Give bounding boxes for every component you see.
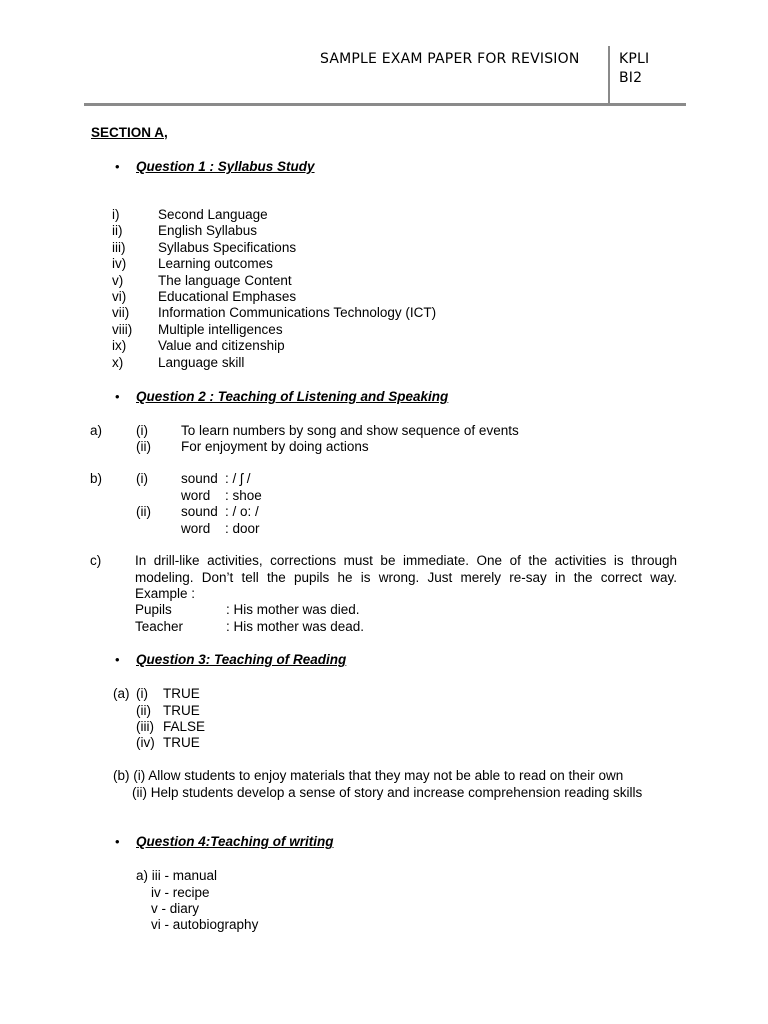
q1-item-num: v) — [112, 273, 124, 288]
q1-item-text: Second Language — [158, 207, 268, 222]
q2-b-label: b) — [90, 471, 103, 486]
header-horizontal-rule — [84, 103, 686, 106]
q3-a-item-num: (i) — [136, 686, 148, 701]
q2-b-ii-sound-label: sound — [181, 504, 218, 519]
q3-a-item-text: TRUE — [163, 686, 200, 701]
section-title: SECTION A, — [91, 125, 168, 140]
q1-item-num: ii) — [112, 223, 123, 238]
q1-item-text: The language Content — [158, 273, 292, 288]
q2-c-line1: In drill-like activities, corrections must be immediate. One of the activities is through — [135, 553, 677, 568]
q2-c-label: c) — [90, 553, 102, 568]
q2-b-i-num: (i) — [136, 471, 148, 486]
q3-a-label: (a) — [113, 686, 130, 701]
q1-title: Question 1 : Syllabus Study — [136, 159, 315, 174]
q1-item-num: x) — [112, 355, 124, 370]
q2-b-ii-word-label: word — [181, 521, 211, 536]
q3-a-item-text: TRUE — [163, 735, 200, 750]
q1-item-num: vii) — [112, 305, 130, 320]
q1-item-text: Value and citizenship — [158, 338, 285, 353]
q2-b-ii-sound-value: : / o: / — [225, 504, 259, 519]
q1-item-text: Language skill — [158, 355, 245, 370]
header-code-line1: KPLI — [619, 51, 650, 67]
header-title: SAMPLE EXAM PAPER FOR REVISION — [320, 51, 580, 67]
bullet-q3: • — [115, 652, 120, 667]
q2-b-ii-word-value: : door — [225, 521, 260, 536]
bullet-q4: • — [115, 834, 120, 849]
q1-item-text: Learning outcomes — [158, 256, 273, 271]
q2-b-i-word-value: : shoe — [225, 488, 262, 503]
q3-b-line2: (ii) Help students develop a sense of story and increase comprehension reading skills — [132, 785, 643, 800]
q3-a-item-num: (ii) — [136, 703, 151, 718]
q1-item-num: viii) — [112, 322, 133, 337]
q3-b-line1: (b) (i) Allow students to enjoy materials that they may not be able to read on their own — [113, 768, 624, 783]
q2-c-line2: modeling. Don’t tell the pupils he is wrong. Just merely re-say in the correct way. — [135, 570, 677, 585]
q2-b-i-sound-value: : / ʃ / — [225, 471, 251, 486]
q3-a-item-num: (iii) — [136, 719, 154, 734]
q1-item-text: Syllabus Specifications — [158, 240, 297, 255]
q4-line: vi - autobiography — [151, 917, 259, 932]
q1-item-text: Information Communications Technology (ICT) — [158, 305, 437, 320]
q2-b-ii-num: (ii) — [136, 504, 151, 519]
q2-a-item-text: For enjoyment by doing actions — [181, 439, 369, 454]
q2-a-item-text: To learn numbers by song and show sequence of events — [181, 423, 519, 438]
q1-item-text: Multiple intelligences — [158, 322, 283, 337]
q4-line: iv - recipe — [151, 885, 210, 900]
q2-c-pupils-label: Pupils — [135, 602, 172, 617]
q3-a-item-text: FALSE — [163, 719, 206, 734]
q3-a-item-num: (iv) — [136, 735, 155, 750]
q1-item-num: i) — [112, 207, 120, 222]
q2-c-teacher-text: : His mother was dead. — [226, 619, 365, 634]
q2-title: Question 2 : Teaching of Listening and Speaking — [136, 389, 449, 404]
q1-item-num: iii) — [112, 240, 126, 255]
q2-c-teacher-label: Teacher — [135, 619, 184, 634]
q2-c-example-label: Example : — [135, 586, 196, 601]
q2-a-item-num: (i) — [136, 423, 148, 438]
q2-b-i-word-label: word — [181, 488, 211, 503]
q1-item-text: English Syllabus — [158, 223, 258, 238]
q4-title: Question 4:Teaching of writing — [136, 834, 334, 849]
bullet-q1: • — [115, 159, 120, 174]
q3-title: Question 3: Teaching of Reading — [136, 652, 347, 667]
q2-a-label: a) — [90, 423, 103, 438]
q2-b-i-sound-label: sound — [181, 471, 218, 486]
q4-line: a) iii - manual — [136, 868, 218, 883]
q1-item-num: vi) — [112, 289, 127, 304]
q3-a-item-text: TRUE — [163, 703, 200, 718]
q2-a-item-num: (ii) — [136, 439, 151, 454]
q2-c-pupils-text: : His mother was died. — [226, 602, 360, 617]
q1-item-text: Educational Emphases — [158, 289, 297, 304]
header-code-line2: BI2 — [619, 70, 643, 86]
q1-item-num: ix) — [112, 338, 127, 353]
header-vertical-rule — [608, 46, 610, 104]
q1-item-num: iv) — [112, 256, 127, 271]
q4-line: v - diary — [151, 901, 200, 916]
bullet-q2: • — [115, 389, 120, 404]
